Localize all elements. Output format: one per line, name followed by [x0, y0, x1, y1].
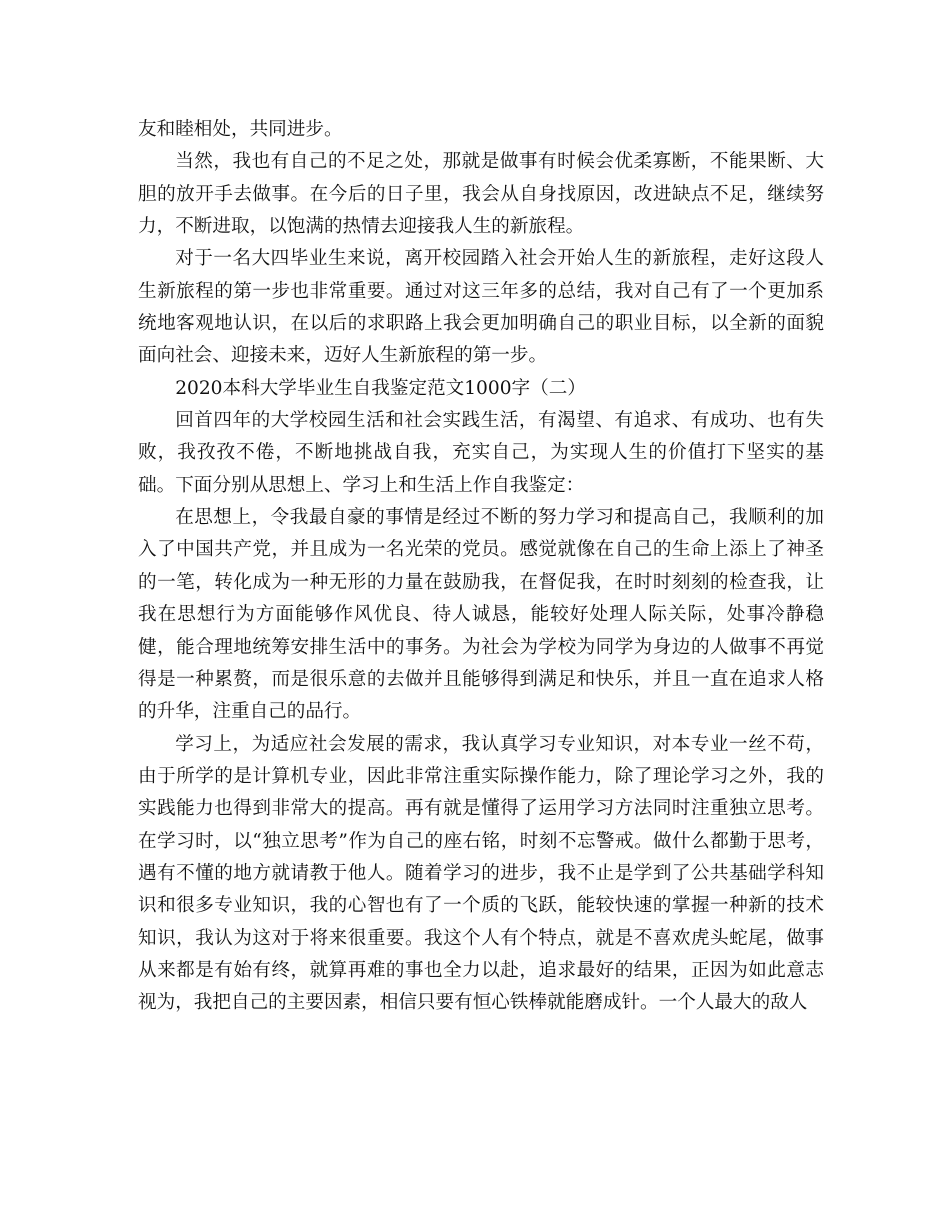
paragraph-study: 学习上，为适应社会发展的需求，我认真学习专业知识，对本专业一丝不苟，由于所学的是计算机专业，因此非常注重实际操作能力，除了理论学习之外，我的实践能力也得到非常大的提高。再有就是懂得了运用学习方法同时注重独立思考。在学习时，以“独立思考”作为自己的座右铭，时刻不忘警戒。做什么都勤于思考，遇有不懂的地方就请教于他人。随着学习的进步，我不止是学到了公共基础学科知识和很多专业知识，我的心智也有了一个质的飞跃，能较快速的掌握一种新的技术知识，我认为这对于将来很重要。我这个人有个特点，就是不喜欢虎头蛇尾，做事从来都是有始有终，就算再难的事也全力以赴，追求最好的结果，正因为如此意志视为，我把自己的主要因素，相信只要有恒心铁棒就能磨成针。一个人最大的敌人 [138, 733, 824, 1014]
paragraph-continuation: 友和睦相处，共同进步。 [138, 119, 343, 140]
paragraph-shortcomings: 当然，我也有自己的不足之处，那就是做事有时候会优柔寡断，不能果断、大胆的放开手去做事。在今后的日子里，我会从自身找原因，改进缺点不足，继续努力，不断进取，以饱满的热情去迎接我人生的新旅程。 [138, 151, 824, 238]
document-body [138, 114, 824, 1020]
section-heading: 2020本科大学毕业生自我鉴定范文1000字（二） [175, 377, 586, 399]
paragraph-thought: 在思想上，令我最自豪的事情是经过不断的努力学习和提高自己，我顺利的加入了中国共产党，并且成为一名光荣的党员。感觉就像在自己的生命上添上了神圣的一笔，转化成为一种无形的力量在鼓励我，在督促我，在时时刻刻的检查我，让我在思想行为方面能够作风优良、待人诚恳，能较好处理人际关际，处事冷静稳健，能合理地统筹安排生活中的事务。为社会为学校为同学为身边的人做事不再觉得是一种累赘，而是很乐意的去做并且能够得到满足和快乐，并且一直在追求人格的升华，注重自己的品行。 [138, 507, 824, 723]
paragraph-review: 回首四年的大学校园生活和社会实践生活，有渴望、有追求、有成功、也有失败，我孜孜不倦，不断地挑战自我，充实自己，为实现人生的价值打下坚实的基础。下面分别从思想上、学习上和生活上作自我鉴定： [138, 410, 824, 496]
paragraph-graduate-outlook: 对于一名大四毕业生来说，离开校园踏入社会开始人生的新旅程，走好这段人生新旅程的第一步也非常重要。通过对这三年多的总结，我对自己有了一个更加系统地客观地认识，在以后的求职路上我会更加明确自己的职业目标，以全新的面貌面向社会、迎接未来，迈好人生新旅程的第一步。 [138, 248, 824, 367]
